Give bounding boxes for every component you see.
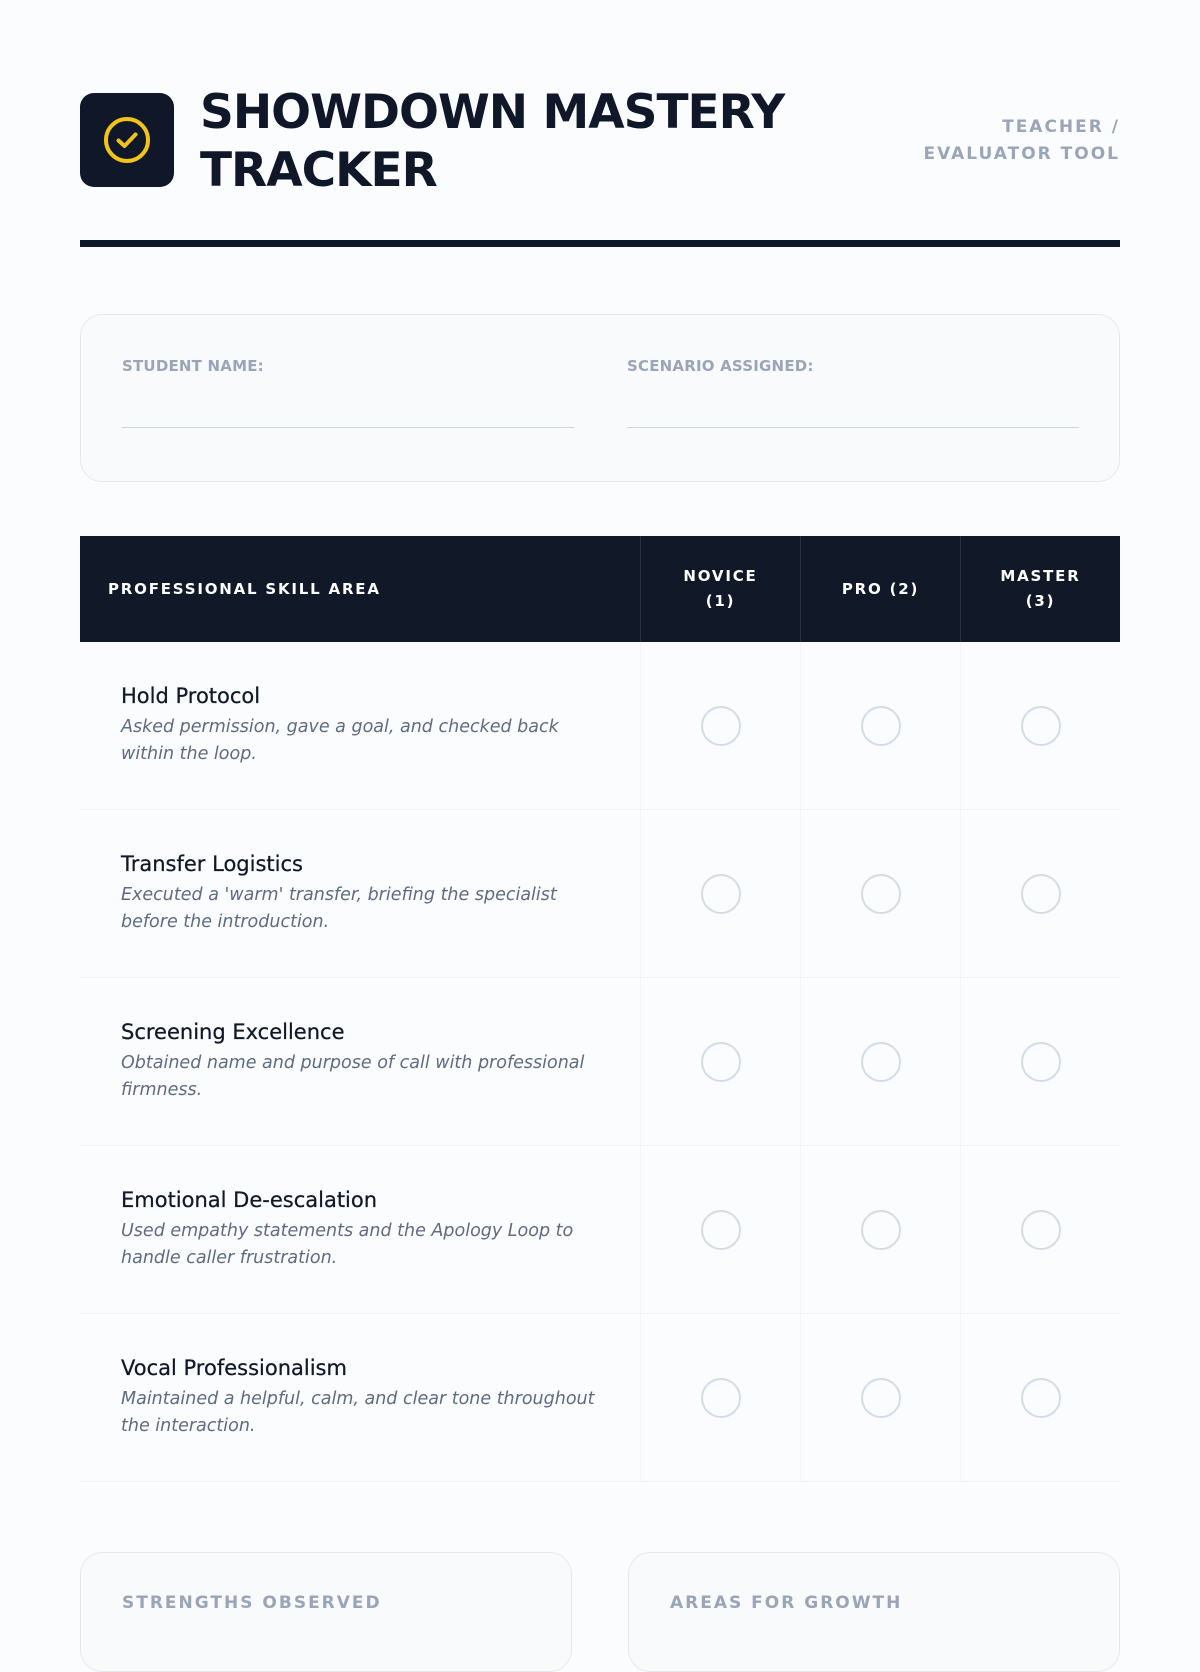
- table-row: [80, 978, 1120, 1146]
- master-cell: [960, 1146, 1120, 1313]
- page-header: [80, 84, 1120, 198]
- novice-radio[interactable]: [701, 874, 741, 914]
- header-master-line-1: MASTER: [1000, 567, 1081, 585]
- novice-cell: [640, 642, 800, 809]
- skill-name: Screening Excellence: [121, 1020, 345, 1044]
- pro-radio[interactable]: [861, 1210, 901, 1250]
- scenario-assigned-label: SCENARIO ASSIGNED:: [627, 357, 814, 375]
- novice-cell: [640, 978, 800, 1145]
- student-name-label: STUDENT NAME:: [122, 357, 264, 375]
- master-radio[interactable]: [1021, 1210, 1061, 1250]
- strengths-observed-title: STRENGTHS OBSERVED: [122, 1593, 382, 1613]
- scenario-assigned-field[interactable]: [627, 357, 1079, 428]
- table-row: [80, 810, 1120, 978]
- page-title-line-1: SHOWDOWN MASTERY: [200, 85, 785, 140]
- skill-description: Asked permission, gave a goal, and checked back within the loop.: [121, 717, 559, 764]
- novice-cell: [640, 1314, 800, 1481]
- student-name-field[interactable]: [122, 357, 574, 428]
- pro-cell: [800, 1146, 960, 1313]
- skill-name: Emotional De-escalation: [121, 1188, 378, 1212]
- skill-name: Hold Protocol: [121, 684, 261, 708]
- skill-cell: [80, 1146, 640, 1313]
- pro-radio[interactable]: [861, 706, 901, 746]
- skill-description: Obtained name and purpose of call with professional firmness.: [121, 1053, 585, 1100]
- header-novice: [640, 536, 800, 642]
- student-name-line[interactable]: [122, 427, 574, 428]
- master-cell: [960, 642, 1120, 809]
- header-pro: PRO (2): [800, 536, 960, 642]
- tool-label: [923, 114, 1120, 168]
- novice-radio[interactable]: [701, 1210, 741, 1250]
- master-cell: [960, 1314, 1120, 1481]
- tool-label-line-1: TEACHER /: [1002, 117, 1120, 137]
- tool-label-line-2: EVALUATOR TOOL: [923, 144, 1120, 164]
- pro-radio[interactable]: [861, 874, 901, 914]
- scenario-assigned-line[interactable]: [627, 427, 1079, 428]
- skill-rubric-table: [80, 536, 1120, 1482]
- skill-description: Executed a 'warm' transfer, briefing the specialist before the introduction.: [121, 885, 557, 932]
- novice-cell: [640, 1146, 800, 1313]
- pro-radio[interactable]: [861, 1042, 901, 1082]
- page-title-line-2: TRACKER: [200, 143, 437, 198]
- skill-name: Vocal Professionalism: [121, 1356, 347, 1380]
- skill-cell: [80, 810, 640, 977]
- check-circle-icon: [101, 114, 153, 166]
- novice-radio[interactable]: [701, 1042, 741, 1082]
- pro-cell: [800, 1314, 960, 1481]
- areas-for-growth-card: [628, 1552, 1120, 1672]
- skill-name: Transfer Logistics: [121, 852, 303, 876]
- pro-radio[interactable]: [861, 1378, 901, 1418]
- novice-radio[interactable]: [701, 1378, 741, 1418]
- header-skill-area: PROFESSIONAL SKILL AREA: [108, 579, 381, 598]
- skill-cell: [80, 1314, 640, 1481]
- novice-cell: [640, 810, 800, 977]
- header-divider: [80, 240, 1120, 247]
- header-master: [960, 536, 1120, 642]
- table-header-row: [80, 536, 1120, 642]
- strengths-observed-card: [80, 1552, 572, 1672]
- master-radio[interactable]: [1021, 874, 1061, 914]
- novice-radio[interactable]: [701, 706, 741, 746]
- master-cell: [960, 978, 1120, 1145]
- skill-description: Maintained a helpful, calm, and clear tone throughout the interaction.: [121, 1389, 595, 1436]
- skill-description: Used empathy statements and the Apology Loop to handle caller frustration.: [121, 1221, 574, 1268]
- table-row: [80, 1146, 1120, 1314]
- logo: [80, 93, 174, 187]
- header-novice-line-2: (1): [705, 592, 736, 610]
- pro-cell: [800, 642, 960, 809]
- skill-cell: [80, 642, 640, 809]
- pro-cell: [800, 978, 960, 1145]
- master-radio[interactable]: [1021, 706, 1061, 746]
- table-row: [80, 1314, 1120, 1482]
- master-cell: [960, 810, 1120, 977]
- master-radio[interactable]: [1021, 1378, 1061, 1418]
- master-radio[interactable]: [1021, 1042, 1061, 1082]
- areas-for-growth-title: AREAS FOR GROWTH: [670, 1593, 903, 1613]
- table-row: [80, 642, 1120, 810]
- header-master-line-2: (3): [1025, 592, 1056, 610]
- skill-cell: [80, 978, 640, 1145]
- header-novice-line-1: NOVICE: [683, 567, 758, 585]
- page-title: [200, 84, 784, 200]
- pro-cell: [800, 810, 960, 977]
- student-info-card: [80, 314, 1120, 482]
